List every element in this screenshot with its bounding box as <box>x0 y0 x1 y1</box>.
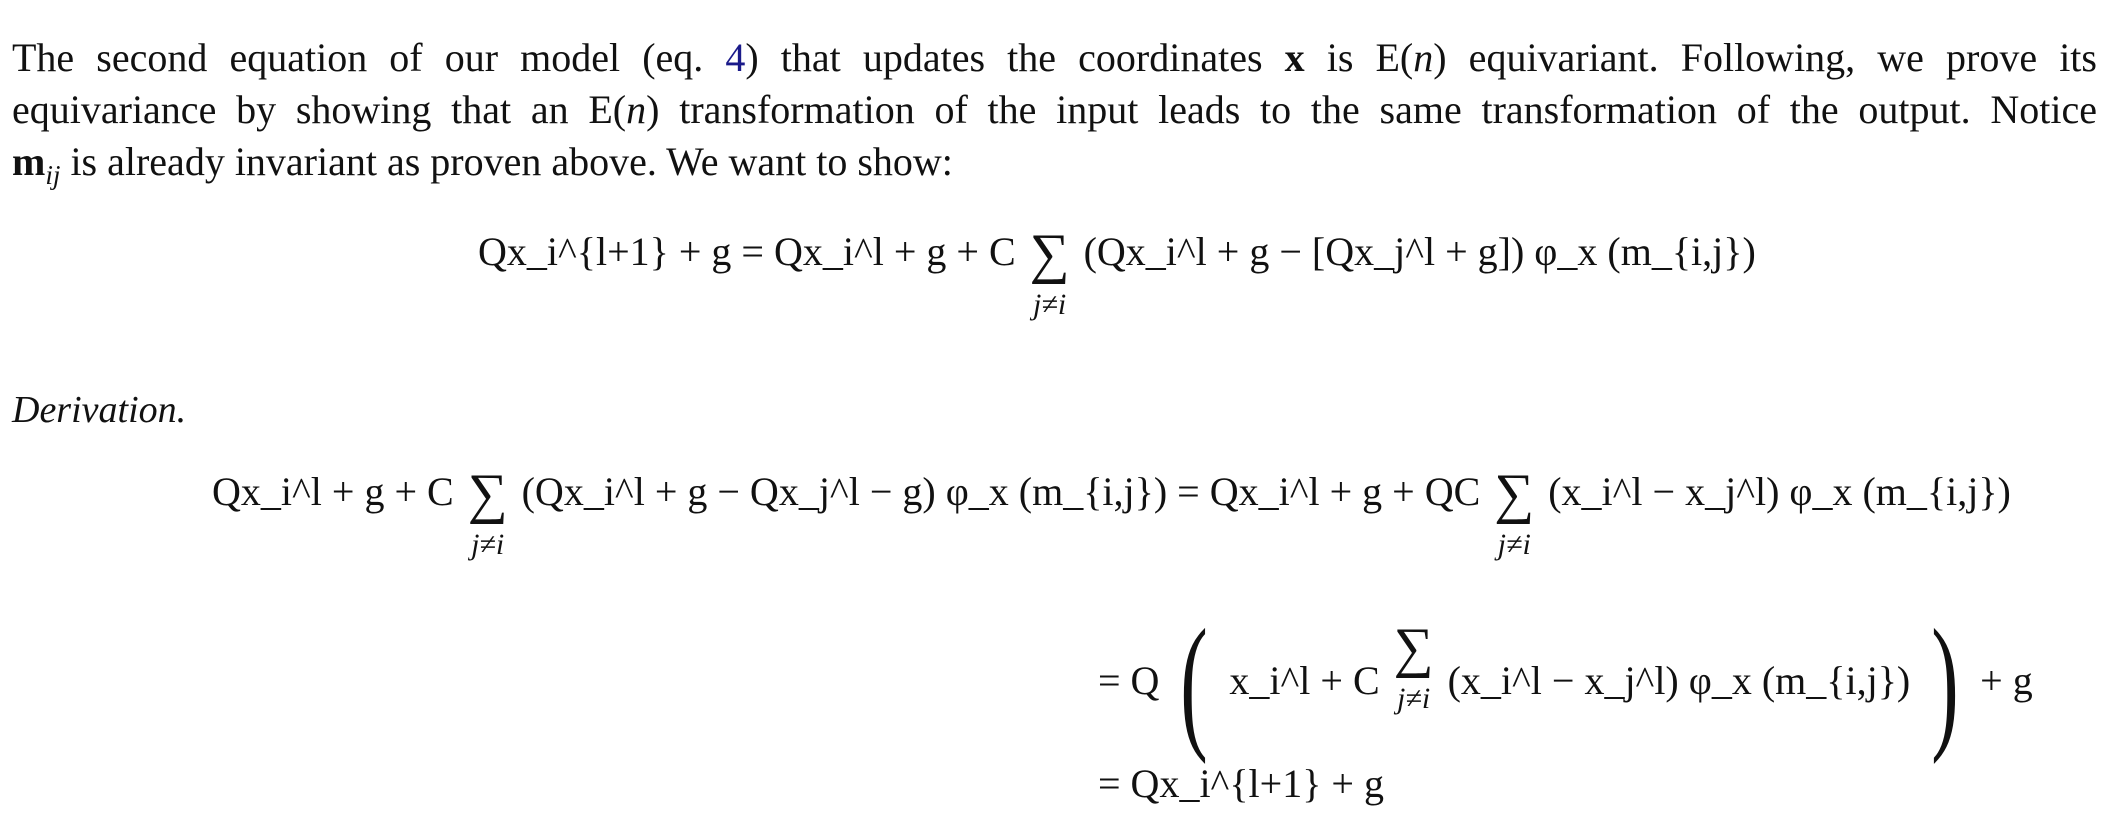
equation-reference-link[interactable]: 4 <box>725 35 746 80</box>
equation-target-lhs: Qx_i^{l+1} + g <box>478 229 732 274</box>
paragraph-line-2: equivariance by showing that an E(n) transformation of the input leads to the same transformation of the output. Notice <box>12 87 2098 132</box>
summation-symbol: ∑ j≠i <box>467 463 508 561</box>
derivation-line-3: = Qx_i^{l+1} + g <box>1098 761 1384 806</box>
equation-target-rhs-post: (Qx_i^l + g − [Qx_j^l + g]) φ_x (m_{i,j}) <box>1083 229 1756 274</box>
paragraph-line-3: $m_{ij}$ is already invariant as proven above. We want to show: <box>12 139 953 190</box>
summation-symbol: ∑ j≠i <box>1494 463 1535 561</box>
body-paragraph <box>12 32 2097 188</box>
paragraph-line-1: The second equation of our model (eq. 4) that updates the coordinates x is E(n) equivariant. Following, we prove its <box>12 35 2097 80</box>
derivation-line-1: Qx_i^l + g + C ∑ j≠i (Qx_i^l + g − Qx_j^l − g) φ_x (m_{i,j}) = Qx_i^l + g + QC ∑ j≠i (x_i^l − x_j^l) φ_x (m_{i,j}) <box>212 463 2011 561</box>
equation-target <box>478 223 1756 322</box>
right-paren: ) <box>1931 599 1959 765</box>
left-paren: ( <box>1180 599 1209 765</box>
derivation-label: Derivation. <box>12 389 187 431</box>
derivation-line-2: = Q ( x_i^l + C ∑ j≠i (x_i^l − x_j^l) φ_x (m_{i,j}) ) + g <box>1098 599 2033 765</box>
summation-symbol: ∑ j≠i <box>1029 223 1070 321</box>
summation-symbol: ∑ j≠i <box>1393 617 1434 715</box>
equation-target-rhs-pre: = Qx_i^l + g + C <box>741 229 1016 274</box>
